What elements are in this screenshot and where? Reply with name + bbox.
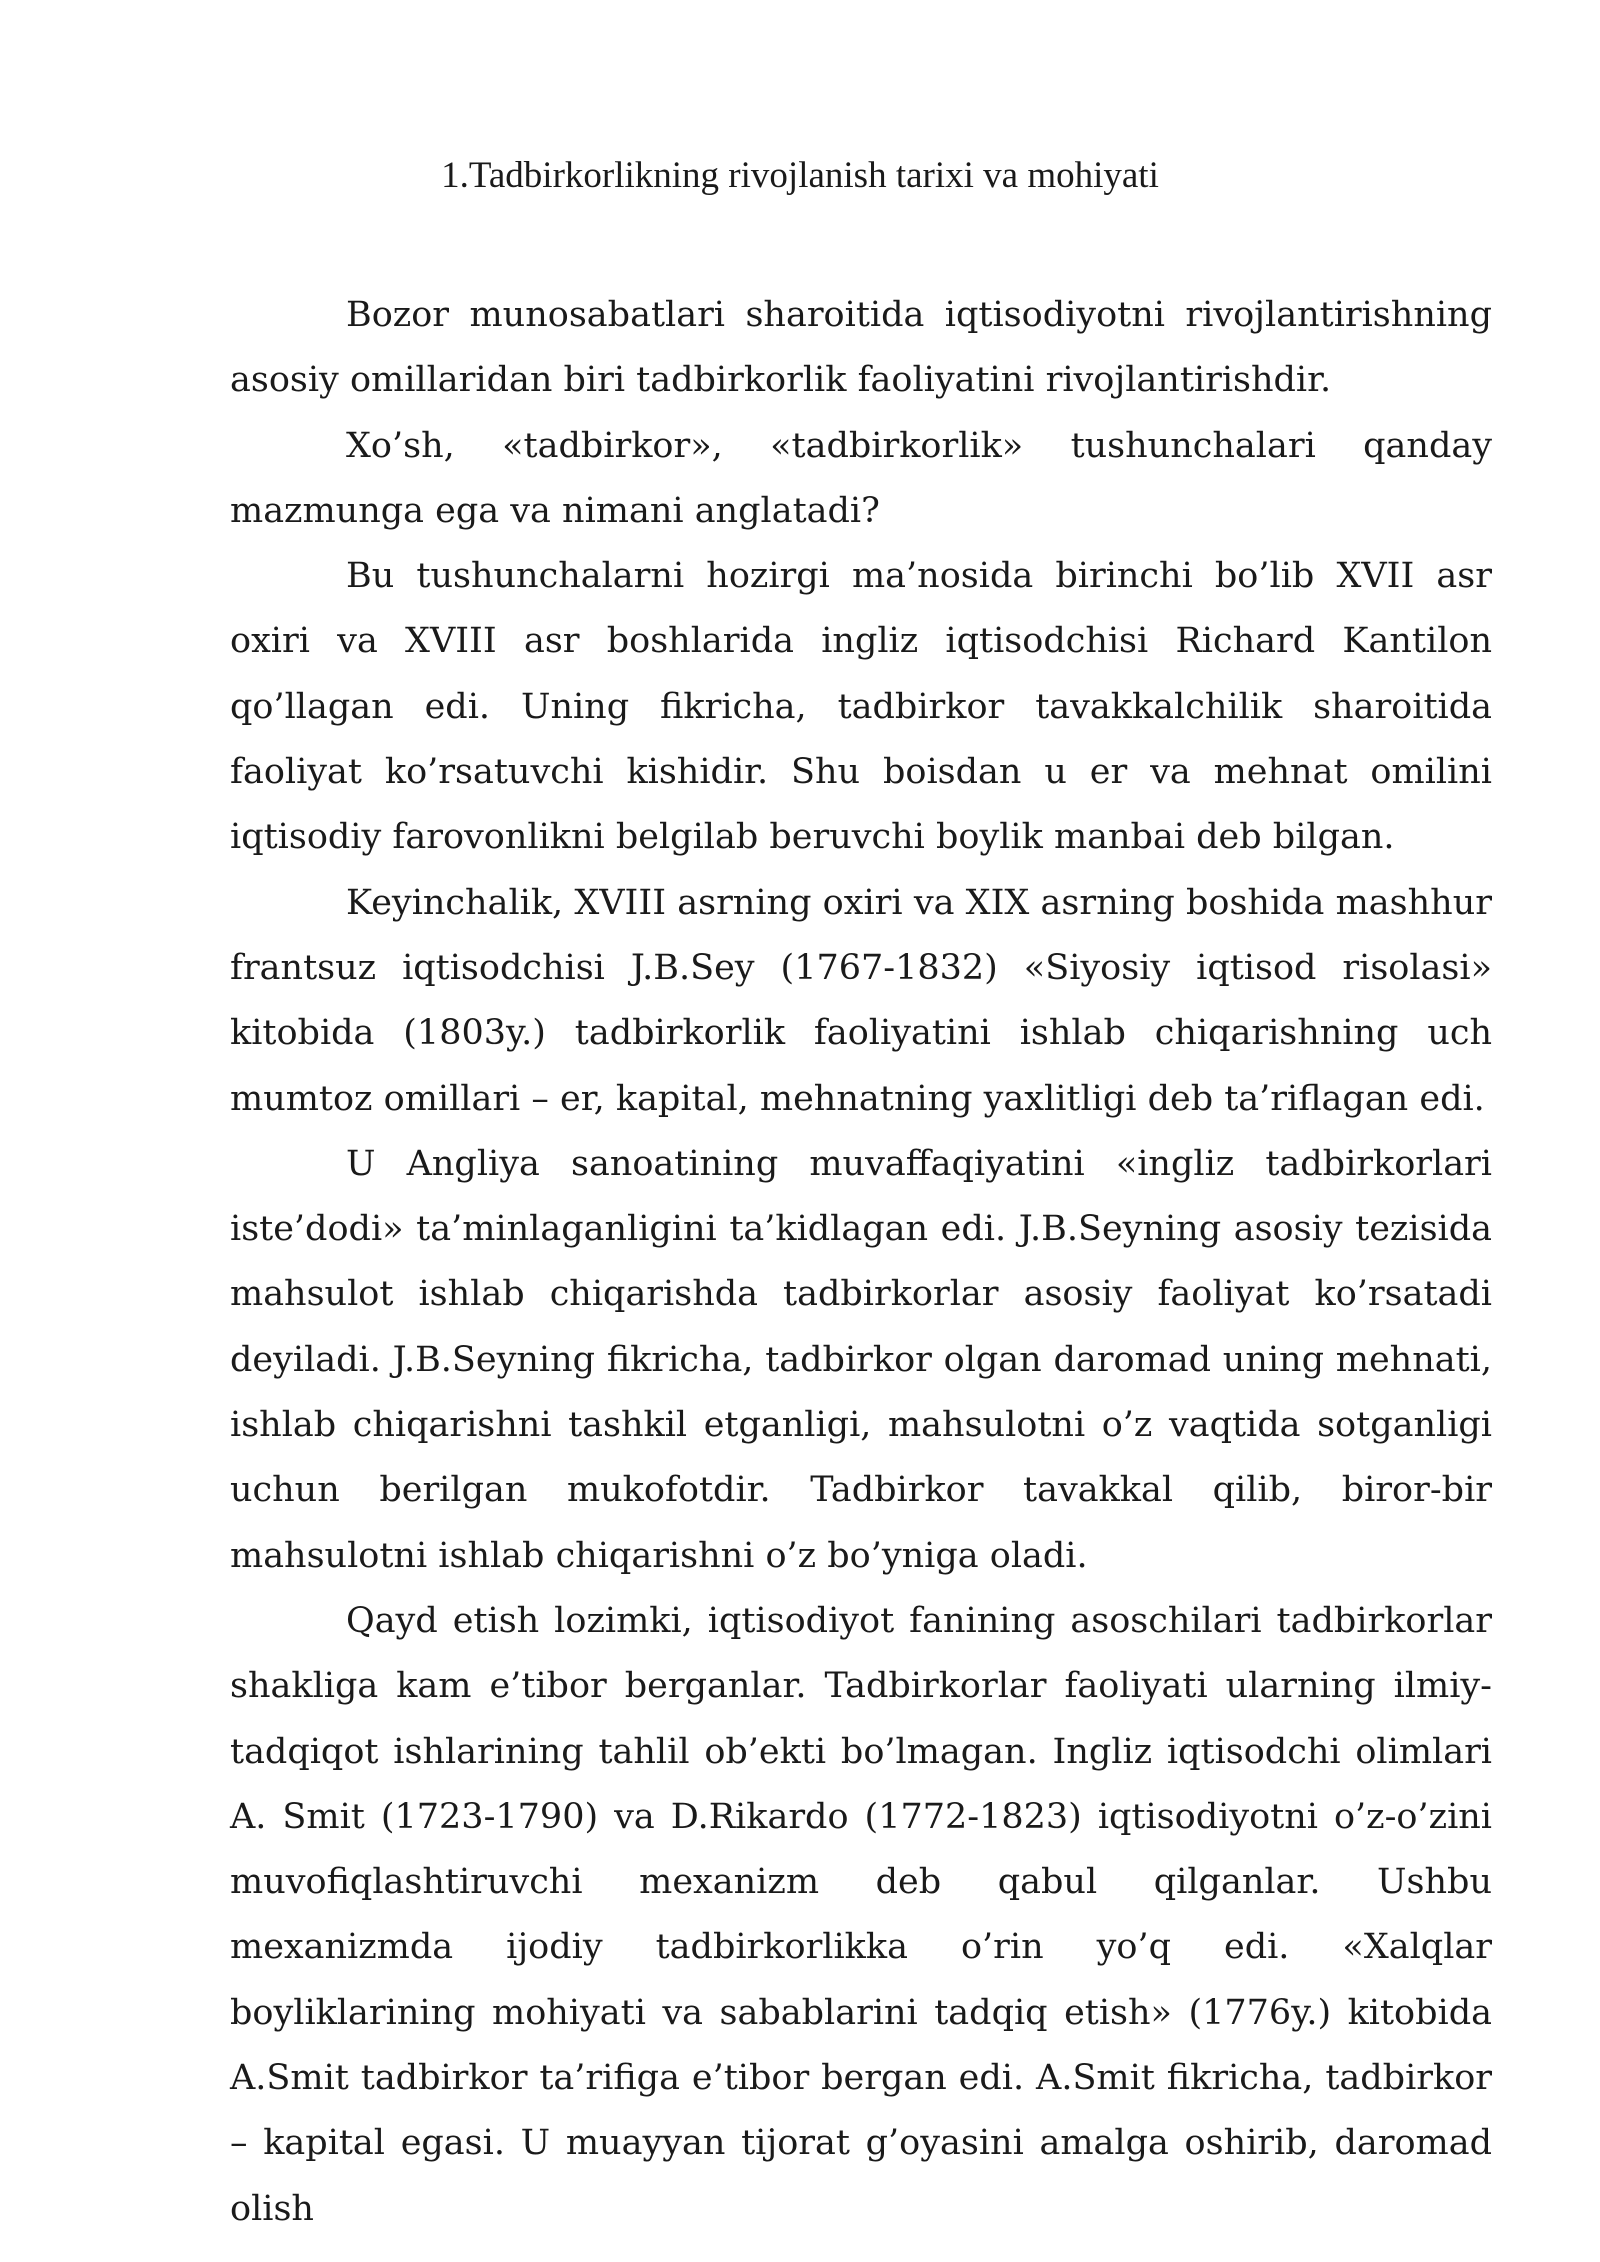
paragraph-2: Xo’sh, «tadbirkor», «tadbirkorlik» tushunchalari qanday mazmunga ega va nimani anglatadi? (230, 425, 1492, 531)
paragraph-6: Qayd etish lozimki, iqtisodiyot fanining asoschilari tadbirkorlar shakliga kam e’tibor berganlar. Tadbirkorlar faoliyati ularning ilmiy-tadqiqot ishlarining tahlil ob’ekti bo’lmagan. Ingliz iqtisodchi olimlari A. Smit (1723-1790) va D.Rikardo (1772-1823) iqtisodiyotni o’z-o’zini muvofiqlashtiruvchi mexanizm deb qabul qilganlar. Ushbu mexanizmda ijodiy tadbirkorlikka o’rin yo’q edi. «Xalqlar boyliklarining mohiyati va sabablarini tadqiq etish» (1776y.) kitobida A.Smit tadbirkor ta’rifiga e’tibor bergan edi. A.Smit fikricha, tadbirkor – kapital egasi. U muayyan tijorat g’oyasini amalga oshirib, daromad olish (230, 1600, 1492, 2229)
page-title: 1.Tadbirkorlikning rivojlanish tarixi va mohiyati (441, 155, 1159, 196)
paragraph-1: Bozor munosabatlari sharoitida iqtisodiyotni rivojlantirishning asosiy omillaridan biri tadbirkorlik faoliyatini rivojlantirishdir. (230, 295, 1492, 401)
paragraph-5: U Angliya sanoatining muvaffaqiyatini «ingliz tadbirkorlari iste’dodi» ta’minlaganligini ta’kidlagan edi. J.B.Seyning asosiy tezisida mahsulot ishlab chiqarishda tadbirkorlar asosiy faoliyat ko’rsatadi deyiladi. J.B.Seyning fikricha, tadbirkor olgan daromad uning mehnati, ishlab chiqarishni tashkil etganligi, mahsulotni o’z vaqtida sotganligi uchun berilgan mukofotdir. Tadbirkor tavakkal qilib, biror-bir mahsulotni ishlab chiqarishni o’z bo’yniga oladi. (230, 1143, 1492, 1576)
document-body (230, 283, 1492, 2242)
paragraph-3: Bu tushunchalarni hozirgi ma’nosida birinchi bo’lib XVII asr oxiri va XVIII asr boshlarida ingliz iqtisodchisi Richard Kantilon qo’llagan edi. Uning fikricha, tadbirkor tavakkalchilik sharoitida faoliyat ko’rsatuvchi kishidir. Shu boisdan u er va mehnat omilini iqtisodiy farovonlikni belgilab beruvchi boylik manbai deb bilgan. (230, 556, 1492, 858)
paragraph-4: Keyinchalik, XVIII asrning oxiri va XIX asrning boshida mashhur frantsuz iqtisodchisi J.B.Sey (1767-1832) «Siyosiy iqtisod risolasi» kitobida (1803y.) tadbirkorlik faoliyatini ishlab chiqarishning uch mumtoz omillari – er, kapital, mehnatning yaxlitligi deb ta’riflagan edi. (230, 882, 1492, 1119)
